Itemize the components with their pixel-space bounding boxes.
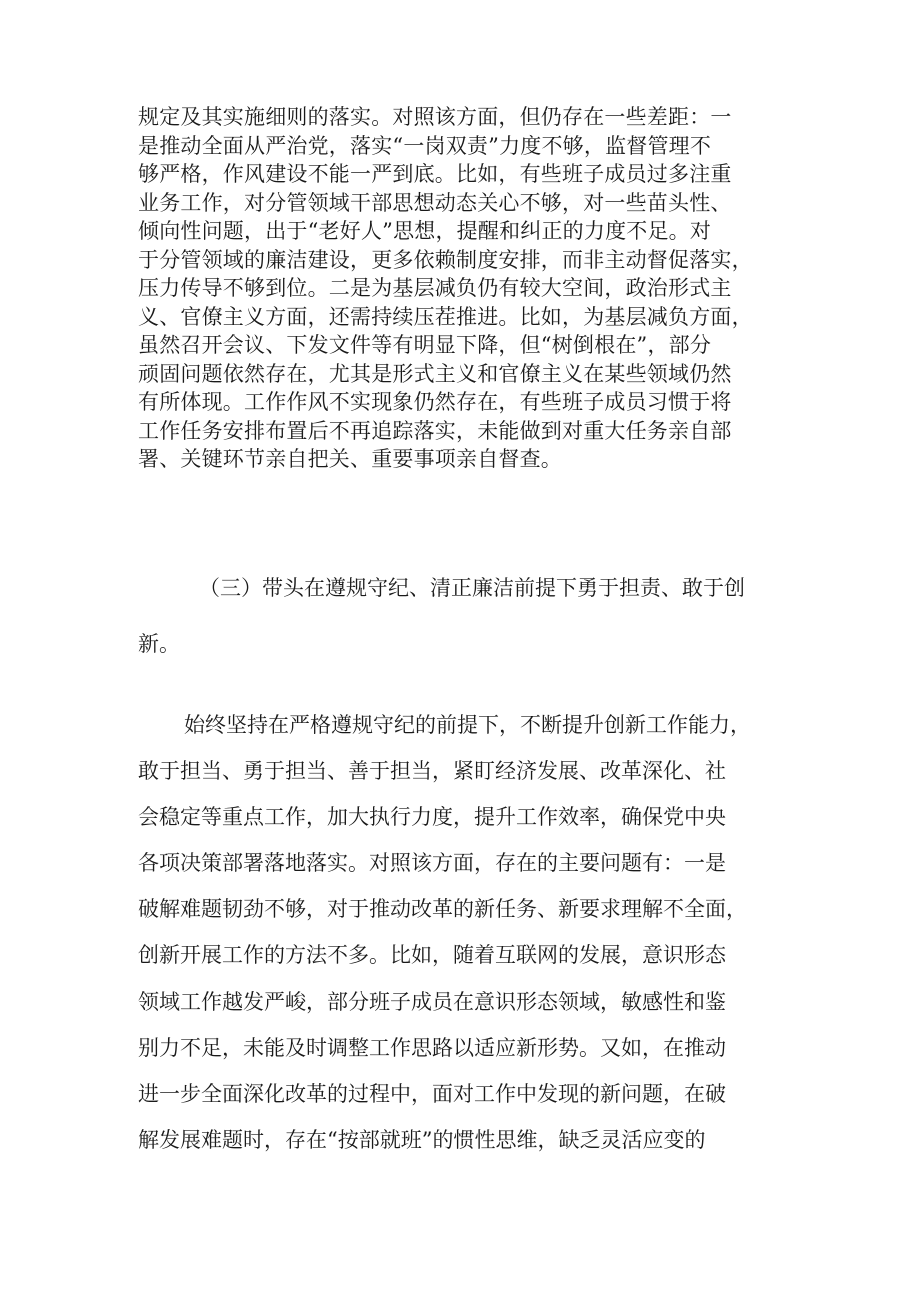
paragraph-line: 领域工作越发严峻，部分班子成员在意识形态领域，敏感性和鉴 [138,989,726,1014]
paragraph-line: 始终坚持在严格遵规守纪的前提下，不断提升创新工作能力， [184,713,751,737]
paragraph-line: 解发展难题时，存在“按部就班”的惯性思维，缺乏灵活应变的 [138,1127,706,1152]
paragraph-line: 义、官僚主义方面，还需持续压茬推进。比如，为基层减负方面， [138,304,753,329]
section-heading [138,560,798,672]
paragraph-line: 有所体现。工作作风不实现象仍然存在，有些班子成员习惯于将 [138,390,732,414]
paragraph-line: 规定及其实施细则的落实。对照该方面，但仍存在一些差距：一 [138,105,732,129]
paragraph-1 [138,103,798,474]
heading-line: （三）带头在遵规守纪、清正廉洁前提下勇于担责、敢于创 [199,576,745,600]
paragraph-line: 进一步全面深化改革的过程中，面对工作中发现的新问题，在破 [138,1081,726,1106]
paragraph-line: 会稳定等重点工作，加大执行力度，提升工作效率，确保党中央 [138,805,726,830]
paragraph-line: 创新开展工作的方法不多。比如，随着互联网的发展，意识形态 [138,943,726,968]
paragraph-line: 敢于担当、勇于担当、善于担当，紧盯经济发展、改革深化、社 [138,759,726,784]
paragraph-line: 倾向性问题，出于“老好人”思想，提醒和纠正的力度不足。对 [138,219,712,243]
paragraph-line: 工作任务安排布置后不再追踪落实，未能做到对重大任务亲自部 [138,418,732,443]
paragraph-line: 各项决策部署落地落实。对照该方面，存在的主要问题有：一是 [138,851,726,876]
paragraph-line: 于分管领域的廉洁建设，更多依赖制度安排，而非主动督促落实， [138,247,753,272]
paragraph-line: 虽然召开会议、下发文件等有明显下降，但“树倒根在”，部分 [138,333,712,357]
paragraph-line: 是推动全面从严治党，落实“一岗双责”力度不够，监督管理不 [138,133,712,158]
paragraph-line: 署、关键环节亲自把关、重要事项亲自督查。 [138,447,562,471]
paragraph-line: 别力不足，未能及时调整工作思路以适应新形势。又如，在推动 [138,1035,726,1060]
paragraph-line: 破解难题韧劲不够，对于推动改革的新任务、新要求理解不全面， [138,897,747,922]
paragraph-line: 顽固问题依然存在，尤其是形式主义和官僚主义在某些领域仍然 [138,361,732,386]
paragraph-line: 压力传导不够到位。二是为基层减负仍有较大空间，政治形式主 [138,276,732,300]
heading-line: 新。 [138,632,180,656]
paragraph-line: 业务工作，对分管领域干部思想动态关心不够，对一些苗头性、 [138,190,732,215]
paragraph-2 [138,702,808,1163]
paragraph-line: 够严格，作风建设不能一严到底。比如，有些班子成员过多注重 [138,162,732,186]
